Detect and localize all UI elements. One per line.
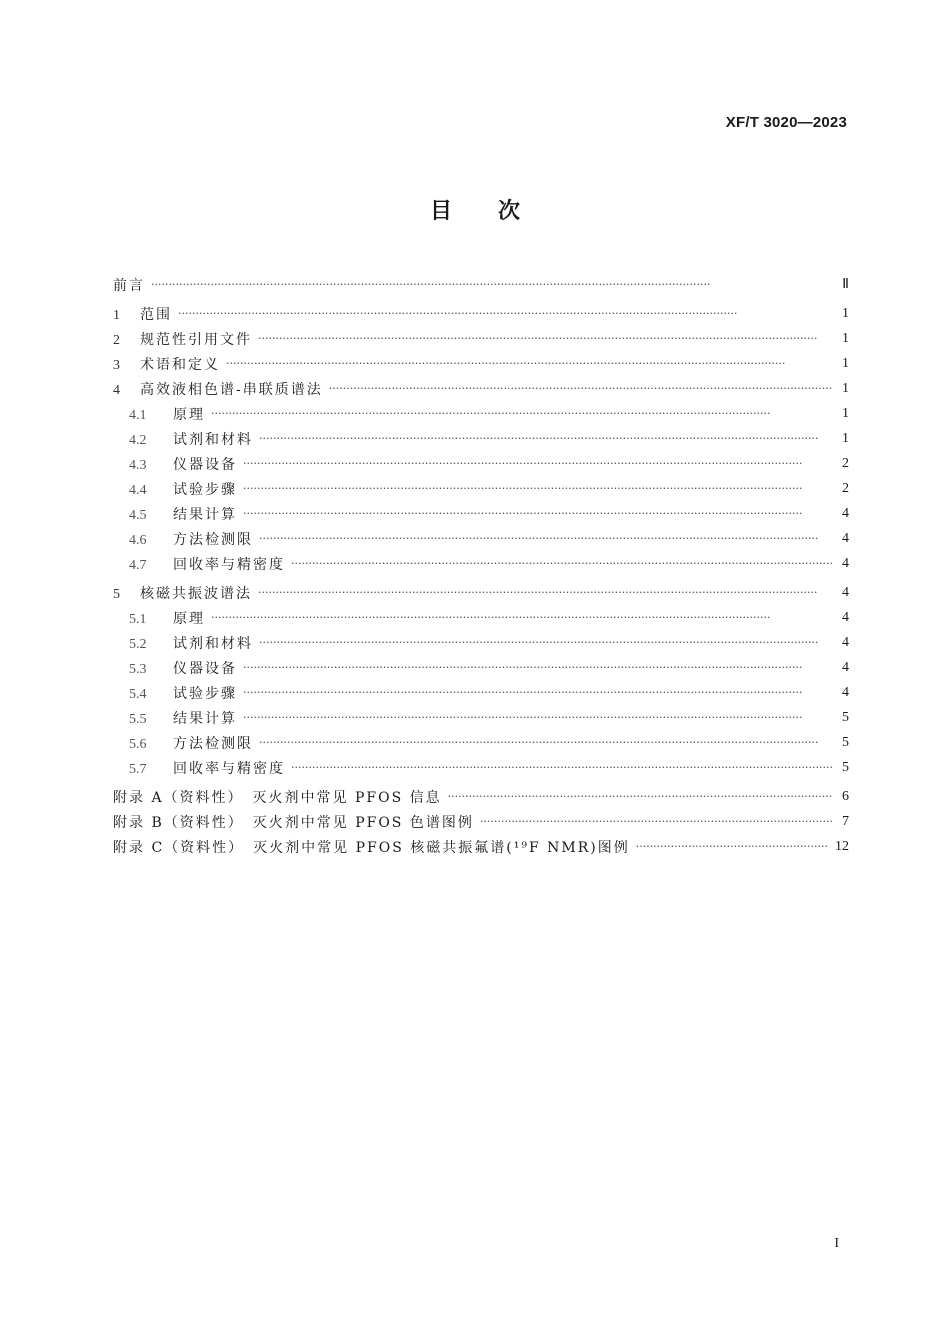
toc-entry-label	[113, 633, 253, 653]
toc-entry-page: 7	[842, 813, 849, 829]
dot-leader	[243, 661, 833, 674]
toc-entry-text: 试验步骤	[173, 685, 237, 702]
toc-entry-page: 6	[842, 788, 849, 804]
toc-entry-page: 4	[842, 659, 849, 675]
toc-entry-text: 前言	[113, 277, 145, 294]
dot-leader	[178, 307, 833, 320]
toc-entry[interactable]	[113, 526, 849, 551]
toc-entry[interactable]	[113, 351, 849, 376]
toc-entry-text: 规范性引用文件	[140, 331, 252, 348]
table-of-contents	[113, 272, 849, 859]
dot-leader	[258, 332, 833, 345]
standard-code: XF/T 3020—2023	[725, 114, 847, 131]
toc-entry-page: 2	[842, 480, 849, 496]
toc-entry-text: 附录 C（资料性） 灭火剂中常见 PFOS 核磁共振氟谱(¹⁹F NMR)图例	[113, 839, 630, 856]
toc-entry[interactable]	[113, 272, 849, 297]
toc-entry-text: 仪器设备	[173, 456, 237, 473]
toc-entry-page: 4	[842, 634, 849, 650]
toc-entry[interactable]	[113, 784, 849, 809]
toc-entry[interactable]	[113, 426, 849, 451]
toc-entry-page: 1	[842, 330, 849, 346]
toc-entry-text: 方法检测限	[173, 735, 253, 752]
toc-entry-number: 4.6	[129, 532, 147, 548]
toc-entry-label	[113, 404, 205, 424]
toc-entry-label	[113, 504, 237, 524]
dot-leader	[259, 636, 833, 649]
toc-entry-text: 附录 A（资料性） 灭火剂中常见 PFOS 信息	[113, 789, 442, 806]
toc-entry-page: 1	[842, 305, 849, 321]
toc-entry-label	[113, 329, 252, 349]
dot-leader	[291, 761, 833, 774]
toc-entry-text: 仪器设备	[173, 660, 237, 677]
toc-entry-number: 5	[113, 586, 120, 602]
toc-entry-label	[113, 733, 253, 753]
toc-entry-label	[113, 275, 145, 295]
toc-entry-text: 核磁共振波谱法	[140, 585, 252, 602]
toc-entry[interactable]	[113, 705, 849, 730]
toc-entry-page: 2	[842, 455, 849, 471]
toc-entry[interactable]	[113, 501, 849, 526]
page-title: 目次	[429, 198, 566, 224]
toc-entry[interactable]	[113, 376, 849, 401]
toc-entry-label	[113, 429, 253, 449]
toc-entry-page: Ⅱ	[842, 277, 849, 292]
toc-entry-number: 5.1	[129, 611, 147, 627]
toc-entry[interactable]	[113, 809, 849, 834]
toc-entry-label	[113, 379, 323, 399]
toc-entry-text: 回收率与精密度	[173, 760, 285, 777]
toc-entry-label	[113, 758, 285, 778]
toc-entry-text: 术语和定义	[140, 356, 220, 373]
toc-entry-label	[113, 304, 172, 324]
toc-entry-number: 4.4	[129, 482, 147, 498]
dot-leader	[259, 736, 833, 749]
toc-entry-text: 试验步骤	[173, 481, 237, 498]
toc-entry-page: 1	[842, 380, 849, 396]
toc-entry-text: 结果计算	[173, 506, 237, 523]
toc-entry[interactable]	[113, 755, 849, 780]
toc-entry[interactable]	[113, 326, 849, 351]
toc-entry-number: 5.2	[129, 636, 147, 652]
toc-entry-number: 5.3	[129, 661, 147, 677]
toc-entry-text: 回收率与精密度	[173, 556, 285, 573]
toc-entry-text: 试剂和材料	[173, 635, 253, 652]
toc-entry-label	[113, 454, 237, 474]
toc-entry[interactable]	[113, 551, 849, 576]
dot-leader	[243, 482, 833, 495]
toc-entry-page: 4	[842, 505, 849, 521]
toc-entry[interactable]	[113, 301, 849, 326]
toc-entry-number: 3	[113, 357, 120, 373]
dot-leader	[291, 557, 833, 570]
dot-leader	[636, 840, 829, 853]
toc-entry-number: 1	[113, 307, 120, 323]
toc-entry-label	[113, 354, 220, 374]
dot-leader	[243, 711, 833, 724]
toc-entry-label	[113, 529, 253, 549]
toc-entry-page: 1	[842, 405, 849, 421]
toc-entry-label	[113, 787, 442, 807]
toc-entry-number: 5.6	[129, 736, 147, 752]
dot-leader	[243, 686, 833, 699]
dot-leader	[259, 532, 833, 545]
toc-entry[interactable]	[113, 834, 849, 859]
toc-entry-text: 高效液相色谱-串联质谱法	[140, 381, 323, 398]
toc-entry[interactable]	[113, 451, 849, 476]
toc-entry-label	[113, 812, 474, 832]
toc-entry-number: 5.4	[129, 686, 147, 702]
toc-entry-text: 原理	[173, 610, 205, 627]
toc-entry-label	[113, 658, 237, 678]
toc-entry-text: 附录 B（资料性） 灭火剂中常见 PFOS 色谱图例	[113, 814, 474, 831]
toc-entry-text: 范围	[140, 306, 172, 323]
toc-entry-page: 5	[842, 734, 849, 750]
toc-entry-label	[113, 554, 285, 574]
toc-entry-number: 4.7	[129, 557, 147, 573]
toc-entry[interactable]	[113, 401, 849, 426]
dot-leader	[211, 407, 833, 420]
toc-entry-text: 试剂和材料	[173, 431, 253, 448]
toc-entry-page: 12	[835, 838, 849, 854]
toc-entry[interactable]	[113, 580, 849, 605]
toc-entry-label	[113, 683, 237, 703]
dot-leader	[258, 586, 833, 599]
toc-entry[interactable]	[113, 680, 849, 705]
toc-entry-page: 4	[842, 555, 849, 571]
dot-leader	[329, 382, 833, 395]
toc-entry-text: 原理	[173, 406, 205, 423]
toc-entry-text: 结果计算	[173, 710, 237, 727]
toc-entry[interactable]	[113, 605, 849, 630]
dot-leader	[480, 815, 833, 828]
toc-entry-page: 4	[842, 609, 849, 625]
toc-entry-label	[113, 708, 237, 728]
toc-entry-number: 4.3	[129, 457, 147, 473]
dot-leader	[448, 790, 833, 803]
toc-entry[interactable]	[113, 630, 849, 655]
toc-entry-page: 5	[842, 709, 849, 725]
toc-entry-number: 4.1	[129, 407, 147, 423]
toc-entry[interactable]	[113, 730, 849, 755]
dot-leader	[243, 457, 833, 470]
toc-entry-number: 4.2	[129, 432, 147, 448]
dot-leader	[211, 611, 833, 624]
toc-entry-page: 4	[842, 584, 849, 600]
dot-leader	[243, 507, 833, 520]
toc-entry[interactable]	[113, 476, 849, 501]
toc-entry-number: 2	[113, 332, 120, 348]
dot-leader	[226, 357, 833, 370]
dot-leader	[259, 432, 833, 445]
toc-entry-page: 1	[842, 430, 849, 446]
toc-entry-number: 5.5	[129, 711, 147, 727]
toc-entry-text: 方法检测限	[173, 531, 253, 548]
toc-entry-page: 4	[842, 684, 849, 700]
toc-entry-number: 5.7	[129, 761, 147, 777]
toc-entry-label	[113, 479, 237, 499]
toc-entry-number: 4.5	[129, 507, 147, 523]
toc-entry-label	[113, 608, 205, 628]
toc-entry-page: 4	[842, 530, 849, 546]
toc-entry-number: 4	[113, 382, 120, 398]
toc-entry-page: 5	[842, 759, 849, 775]
toc-entry[interactable]	[113, 655, 849, 680]
toc-entry-page: 1	[842, 355, 849, 371]
dot-leader	[151, 278, 833, 291]
toc-entry-label	[113, 837, 630, 857]
page-number: I	[834, 1236, 839, 1251]
toc-entry-label	[113, 583, 252, 603]
